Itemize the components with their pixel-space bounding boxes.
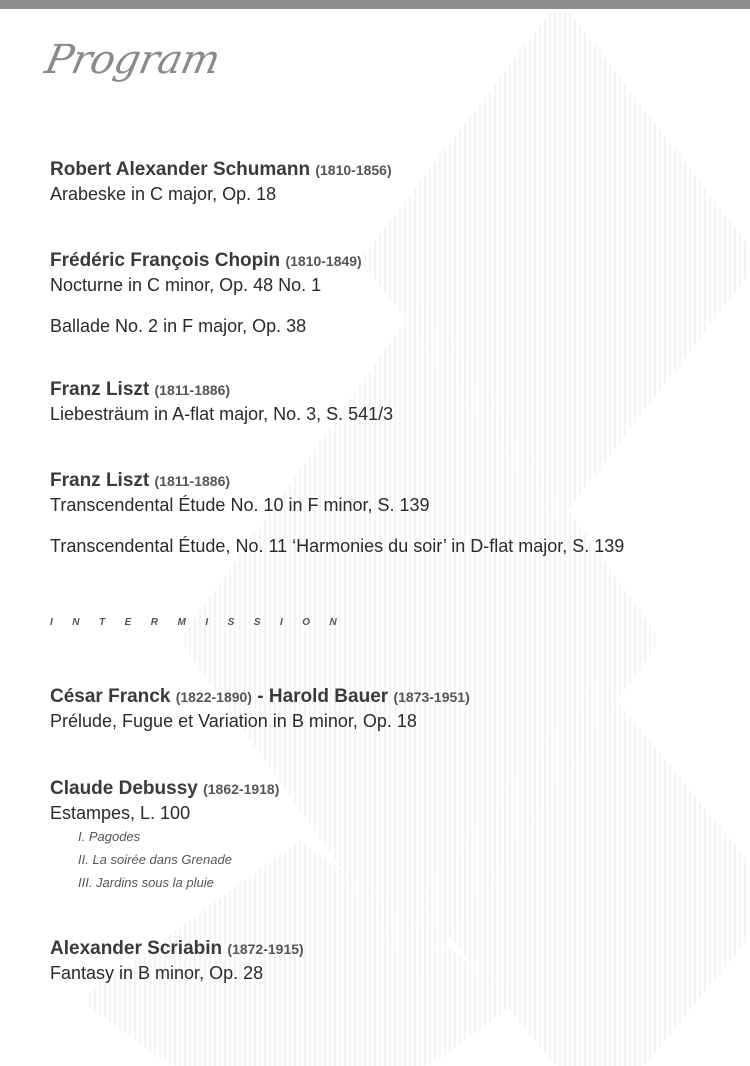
composer-line (50, 469, 624, 493)
work-title: Transcendental Étude, No. 11 ‘Harmonies du soir’ in D-flat major, S. 139 (50, 536, 625, 556)
page-title: Program (41, 37, 225, 83)
composer-dates: (1822-1890) (175, 689, 252, 705)
composer-dates: (1872-1915) (227, 941, 304, 957)
composer-name: Frédéric François Chopin (50, 250, 281, 271)
composer-dates: (1811-1886) (154, 382, 231, 398)
program-entry-scriabin (50, 937, 304, 985)
composer-line (50, 378, 393, 402)
composer-line (50, 158, 392, 182)
composer-name: César Franck (50, 686, 171, 707)
movement-title: I. Pagodes (78, 829, 141, 844)
work-title: Estampes, L. 100 (50, 803, 191, 823)
composer-name: Franz Liszt (50, 470, 150, 491)
composer-name: Claude Debussy (50, 778, 198, 799)
program-entry-liszt-1 (50, 378, 393, 426)
work-title: Arabeske in C major, Op. 18 (50, 184, 277, 204)
movement-title: II. La soirée dans Grenade (78, 852, 232, 867)
composer-dates: (1811-1886) (154, 473, 231, 489)
composer-dates: (1862-1918) (203, 781, 280, 797)
work-title: Ballade No. 2 in F major, Op. 38 (50, 316, 307, 336)
composer-line (50, 937, 304, 961)
composer-name: Alexander Scriabin (50, 938, 223, 959)
program-entry-schumann (50, 158, 392, 206)
composer-name: Harold Bauer (268, 686, 389, 707)
movement-title: III. Jardins sous la pluie (78, 875, 214, 890)
program-entry-franck-bauer (50, 685, 470, 733)
composer-name: Robert Alexander Schumann (50, 159, 311, 180)
program-entry-liszt-2 (50, 469, 624, 558)
program-entry-chopin (50, 249, 362, 338)
work-title: Fantasy in B minor, Op. 28 (50, 963, 264, 983)
composer-dates: (1873-1951) (393, 689, 470, 705)
composer-line (50, 685, 470, 709)
intermission-label: INTERMISSION (50, 617, 357, 628)
composer-dates: (1810-1856) (315, 162, 392, 178)
composer-line (50, 777, 279, 801)
composer-line (50, 249, 362, 273)
program-entry-debussy (50, 777, 279, 894)
work-title: Nocturne in C minor, Op. 48 No. 1 (50, 275, 322, 295)
composer-dates: (1810-1849) (285, 253, 362, 269)
work-title: Prélude, Fugue et Variation in B minor, Op. 18 (50, 711, 417, 731)
composer-separator: - (257, 686, 264, 707)
work-title: Liebesträum in A-flat major, No. 3, S. 541/3 (50, 404, 394, 424)
composer-name: Franz Liszt (50, 379, 150, 400)
work-title: Transcendental Étude No. 10 in F minor, S. 139 (50, 495, 430, 515)
